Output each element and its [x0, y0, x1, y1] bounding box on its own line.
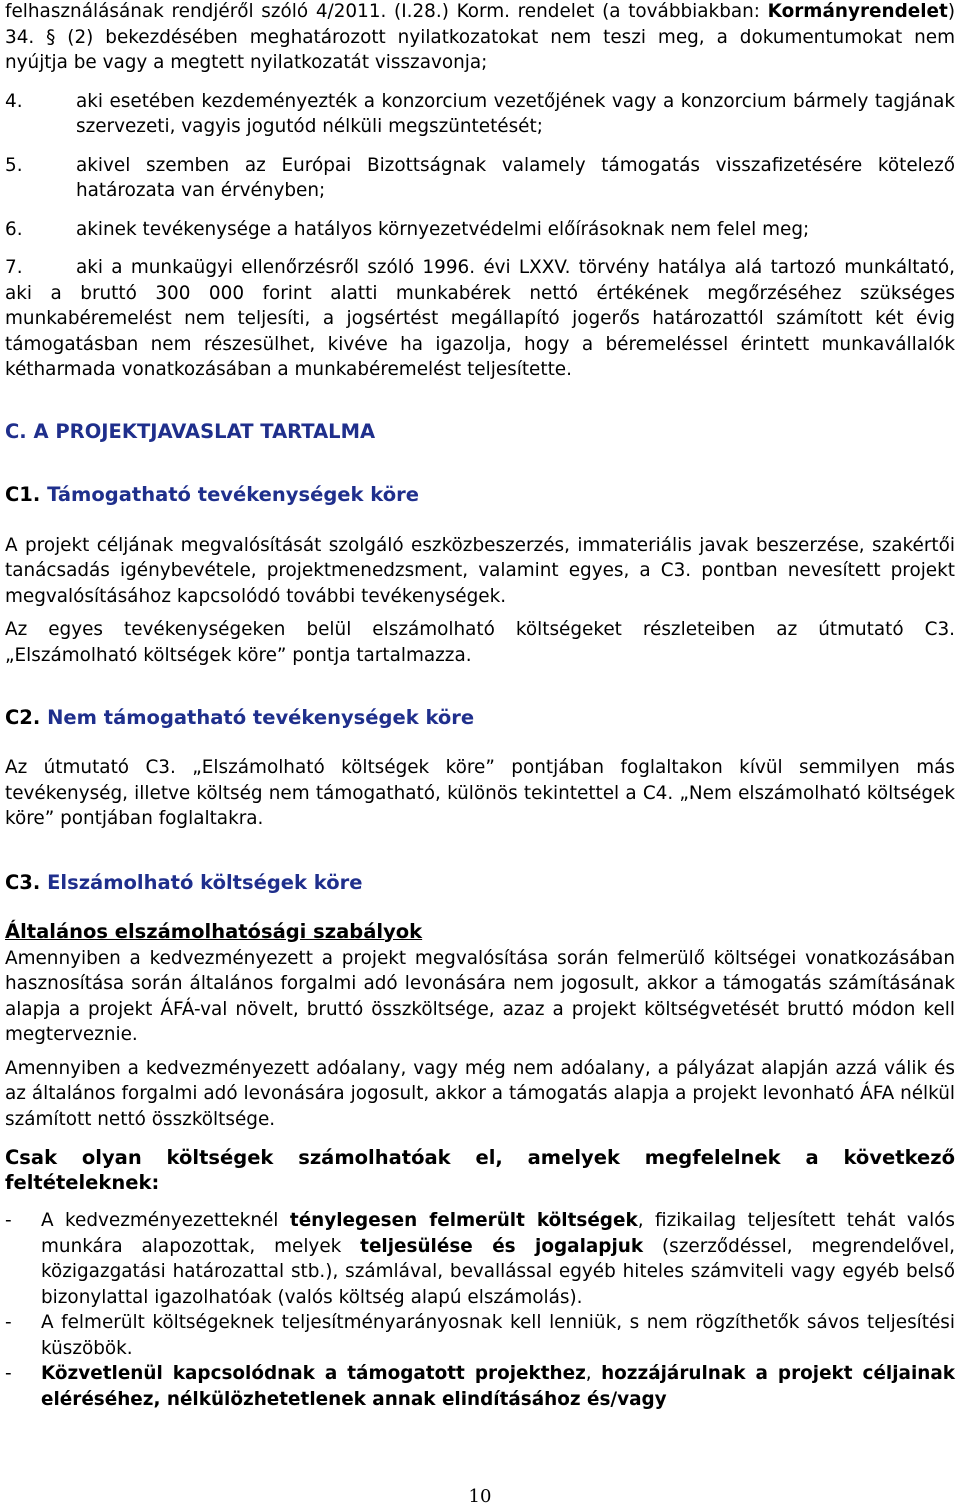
bullet-item: - A kedvezményezetteknél ténylegesen felmerült költségek, fizikailag teljesített tehát valós munkára alapozottak, melyek teljesülése és jogalapjuk (szerződéssel, megrendelővel, közigazgatási határozattal stb.), számlával, bevallással egyéb hiteles számviteli vagy egyéb belső bizonylattal igazolhatóak (valós költség alapú elszámolás). — [5, 1210, 956, 1308]
c1-paragraph: Az egyes tevékenységeken belül elszámolható költségeket részleteiben az útmutató C3. „Elszámolható költségek köre” pontja tartalmazza. — [5, 619, 955, 666]
page-number: 10 — [468, 1486, 492, 1507]
bullet-item: - A felmerült költségeknek teljesítményarányosnak kell lenniük, s nem rögzíthetők sávos teljesítési küszöbök. — [5, 1312, 955, 1359]
list-item: 6. akinek tevékenysége a hatályos környezetvédelmi előírásoknak nem felel meg; — [5, 218, 810, 240]
general-rules-heading: Általános elszámolhatósági szabályok — [5, 919, 423, 943]
section-heading-c2: C2. Nem támogatható tevékenységek köre — [5, 706, 475, 729]
intro-paragraph: felhasználásának rendjéről szóló 4/2011. (I.28.) Korm. rendelet (a továbbiakban: Kormányrendelet) 34. § (2) bekezdésében meghatározott nyilatkozatokat nem teszi meg, a dokumentumokat nem nyújtja be vagy a megtett nyilatkozatát visszavonja; — [5, 1, 955, 73]
c3-paragraph: Amennyiben a kedvezményezett adóalany, vagy még nem adóalany, a pályázat alapján azzá válik és az általános forgalmi adó levonására jogosult, akkor a támogatás alapja a projekt levonható ÁFA nélkül számított nettó összköltsége. — [5, 1057, 955, 1130]
document-page — [5, 0, 955, 1412]
list-item: 4. aki esetében kezdeményezték a konzorcium vezetőjének vagy a konzorcium bármely tagjának szervezeti, vagyis jogutód nélküli megszüntetését; — [5, 90, 955, 137]
section-heading-c: C. A PROJEKTJAVASLAT TARTALMA — [5, 419, 376, 443]
c2-paragraph: Az útmutató C3. „Elszámolható költségek köre” pontjában foglaltakon kívül semmilyen más tevékenység, illetve költség nem támogatható, különös tekintettel a C4. „Nem elszámolható költségek köre” pontjában foglaltakra. — [5, 757, 955, 829]
section-heading-c1: C1. Támogatható tevékenységek köre — [5, 482, 419, 506]
c3-paragraph: Amennyiben a kedvezményezett a projekt megvalósítása során felmerülő költségei vonatkozásában hasznosítása során általános forgalmi adó levonására nem jogosult, akkor a támogatás számításának alapja a projekt ÁFÁ-val növelt, bruttó összköltsége, azaz a projekt költségvetését bruttó módon kell megterveznie. — [5, 947, 955, 1045]
conditions-heading: Csak olyan költségek számolhatóak el, amelyek megfelelnek a következő feltételeknek: — [5, 1146, 955, 1194]
section-heading-c3: C3. Elszámolható költségek köre — [5, 870, 363, 894]
bullet-item: - Közvetlenül kapcsolódnak a támogatott projekthez, hozzájárulnak a projekt céljainak eléréséhez, nélkülözhetetlenek annak elindításához és/vagy — [5, 1363, 955, 1410]
c1-paragraph: A projekt céljának megvalósítását szolgáló eszközbeszerzés, immateriális javak beszerzése, szakértői tanácsadás igénybevétele, projektmenedzsment, valamint egyes, a C3. pontban nevesített projekt megvalósításához kapcsolódó további tevékenységek. — [5, 534, 955, 607]
list-item: 5. akivel szemben az Európai Bizottságnak valamely támogatás visszafizetésére kötelező határozata van érvényben; — [5, 154, 955, 201]
list-item: 7. aki a munkaügyi ellenőrzésről szóló 1996. évi LXXV. törvény hatálya alá tartozó munkáltató, aki a bruttó 300 000 forint alatti munkabérek nettó értékének megőrzéséhez szükséges munkabéremelést nem teljesíti, a jogsértést megállapító jogerős határozattól számított két évig támogatásban nem részesülhet, kivéve ha igazolja, hogy a béremeléssel érintett munkavállalók kétharmada vonatkozásában a munkabéremelést teljesítette. — [5, 257, 955, 380]
